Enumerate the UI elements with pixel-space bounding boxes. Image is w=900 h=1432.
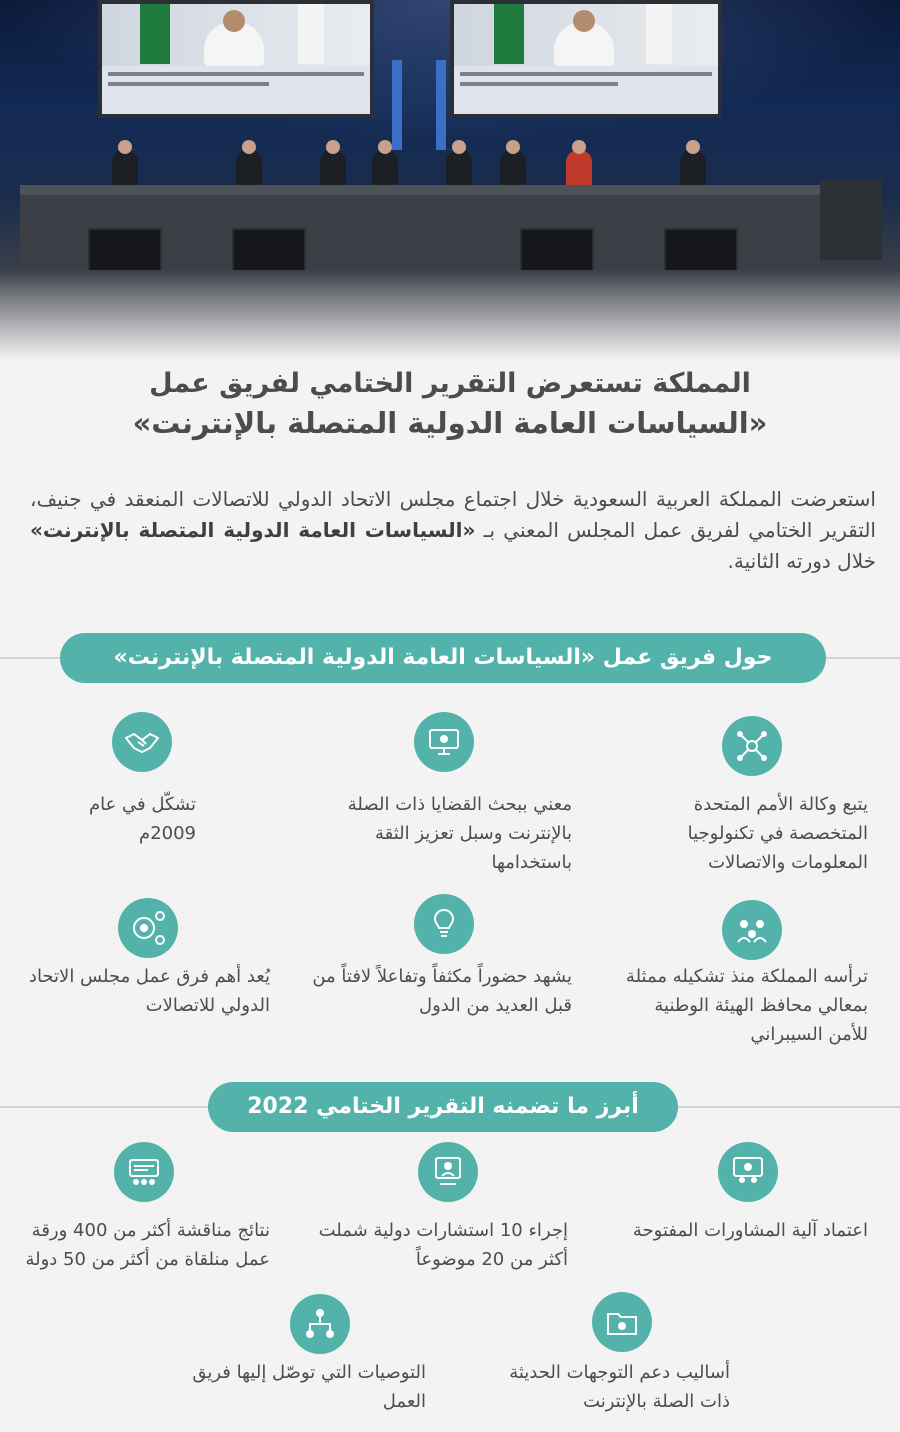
report-item-text: إجراء 10 استشارات دولية شملت أكثر من 20 موضوعاً — [318, 1220, 568, 1270]
conference-photo — [0, 0, 900, 360]
intro-text-bold: «السياسات العامة الدولية المتصلة بالإنترنت» — [30, 518, 476, 542]
report-item-text: التوصيات التي توصّل إليها فريق العمل — [192, 1362, 426, 1412]
intro-text-1: استعرضت المملكة العربية السعودية خلال اجتماع مجلس الاتحاد الدولي للاتصالات المنعقد في جنيف، التقرير الختامي لفريق عمل المجلس المعني بـ — [30, 487, 876, 542]
headline-line-1: المملكة تستعرض التقرير الختامي لفريق عمل — [149, 368, 751, 399]
section-report-title: أبرز ما تضمنه التقرير الختامي 2022 — [208, 1082, 678, 1132]
team-network-icon — [722, 900, 782, 960]
about-item-text: يتبع وكالة الأمم المتحدة المتخصصة في تكنولوجيا المعلومات والاتصالات — [687, 794, 868, 873]
discussion-board-icon — [114, 1142, 174, 1202]
intro-text-2: خلال دورته الثانية. — [727, 549, 876, 573]
report-item-text: نتائج مناقشة أكثر من 400 ورقة عمل منلقاة من أكثر من 50 دولة — [25, 1220, 270, 1270]
about-item-text: معني ببحث القضايا ذات الصلة بالإنترنت وسبل تعزيز الثقة باستخدامها — [347, 794, 572, 873]
about-item-text: تشكّل في عام 2009م — [88, 794, 196, 844]
consultation-screen-icon — [418, 1142, 478, 1202]
hierarchy-icon — [290, 1294, 350, 1354]
video-screen-right — [450, 0, 722, 118]
meeting-icon — [718, 1142, 778, 1202]
handshake-icon — [112, 712, 172, 772]
about-item-text: يُعد أهم فرق عمل مجلس الاتحاد الدولي للاتصالات — [28, 966, 270, 1016]
podium — [820, 180, 882, 260]
computer-monitor-icon — [414, 712, 474, 772]
target-at-icon — [118, 898, 178, 958]
about-item-text: ترأسه المملكة منذ تشكيله ممثلة بمعالي محافظ الهيئة الوطنية للأمن السيبراني — [625, 966, 868, 1045]
lightbulb-people-icon — [414, 894, 474, 954]
about-item-text: يشهد حضوراً مكثفاً وتفاعلاً لافتاً من قبل العديد من الدول — [312, 966, 572, 1016]
intro-paragraph — [30, 484, 876, 577]
section-about-title: حول فريق عمل «السياسات العامة الدولية المتصلة بالإنترنت» — [60, 633, 826, 683]
network-nodes-icon — [722, 716, 782, 776]
video-screen-left — [98, 0, 374, 118]
headline-line-2: «السياسات العامة الدولية المتصلة بالإنترنت» — [132, 406, 768, 440]
report-item-text: اعتماد آلية المشاورات المفتوحة — [632, 1220, 868, 1241]
folder-icon — [592, 1292, 652, 1352]
report-item-text: أساليب دعم التوجهات الحديثة ذات الصلة بالإنترنت — [509, 1362, 730, 1412]
